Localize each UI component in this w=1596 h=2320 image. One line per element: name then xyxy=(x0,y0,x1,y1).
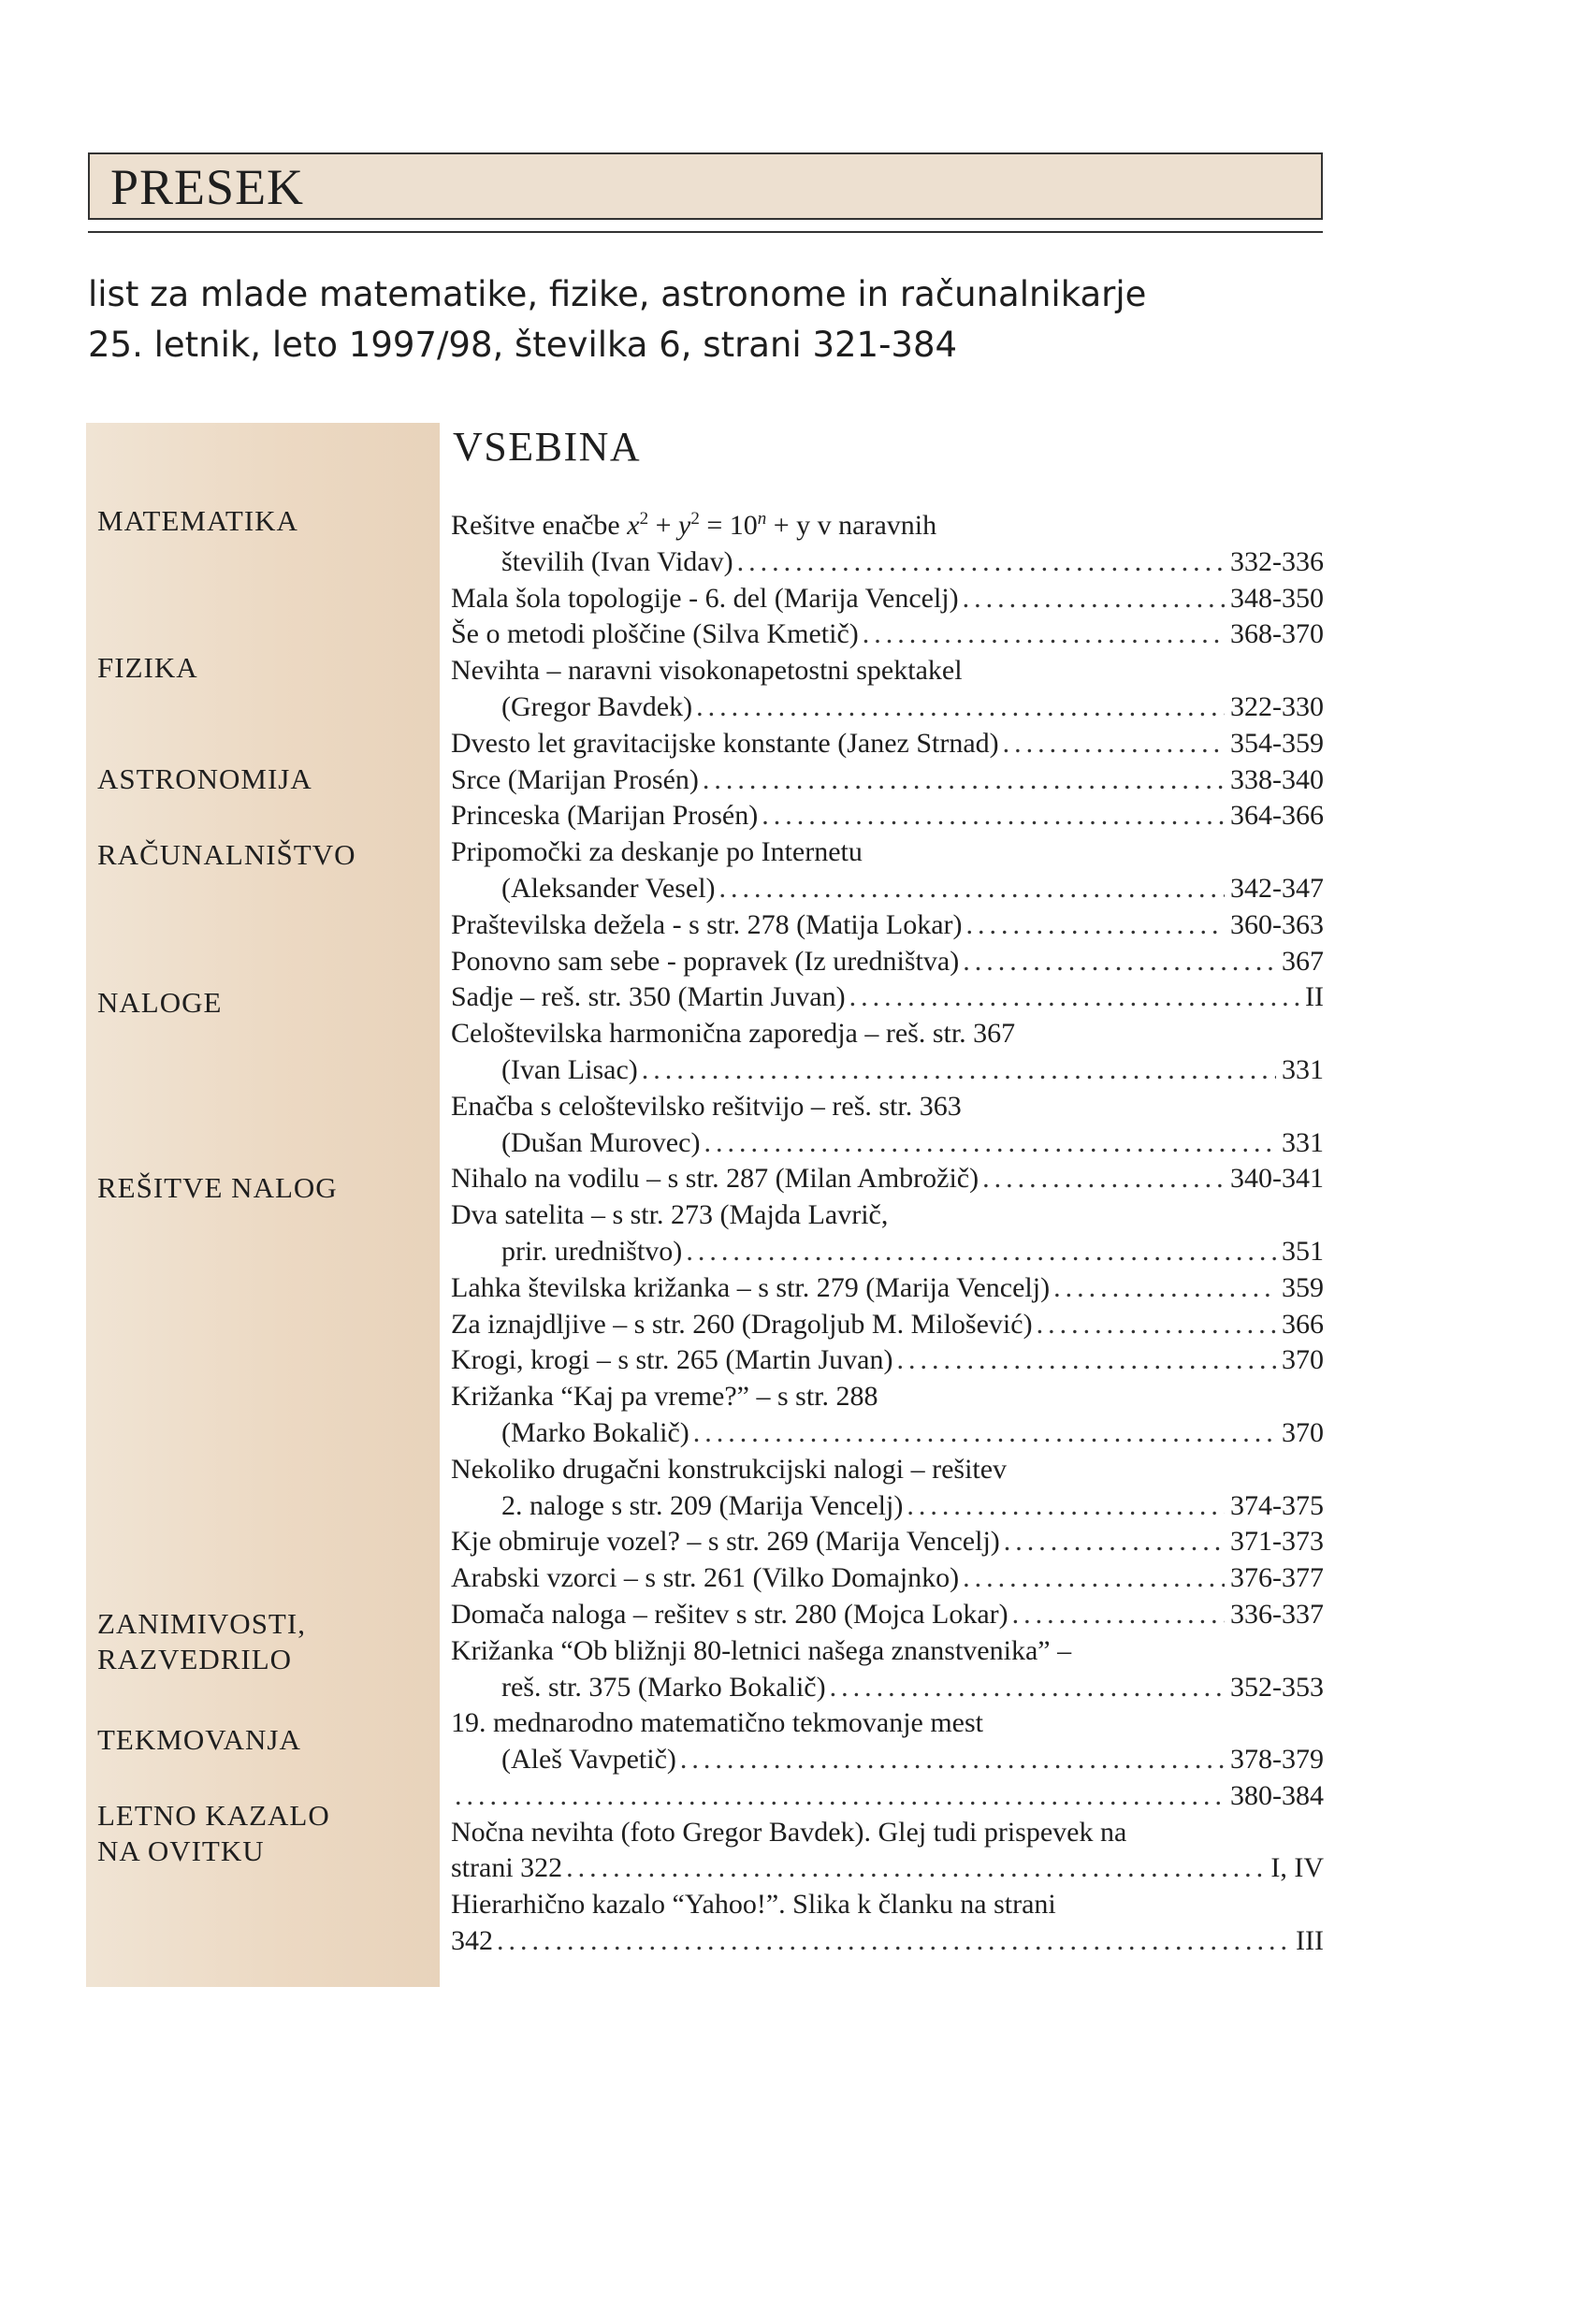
entry-title: Princeska (Marijan Prosén) xyxy=(451,800,759,832)
dot-leader xyxy=(863,616,1225,653)
dot-leader xyxy=(703,762,1225,799)
entry-title-cont: strani 322 xyxy=(451,1852,563,1884)
entry-title-cont: (Ivan Lisac) xyxy=(501,1053,638,1085)
toc-entry xyxy=(451,1342,1324,1379)
entry-title-cont: 2. naloge s str. 209 (Marija Vencelj) xyxy=(501,1489,904,1521)
toc-entry xyxy=(451,944,1324,980)
entry-page: 340-341 xyxy=(1230,1163,1324,1195)
toc-entry xyxy=(451,1705,1324,1778)
table-of-contents xyxy=(451,508,1324,1960)
toc-entry xyxy=(451,1379,1324,1452)
entry-page: 371-373 xyxy=(1230,1526,1324,1558)
entry-title: Krogi, krogi – s str. 265 (Martin Juvan) xyxy=(451,1344,893,1376)
entry-page: 378-379 xyxy=(1230,1744,1324,1776)
entry-page: 348-350 xyxy=(1230,582,1324,614)
entry-title-cont: 342 xyxy=(451,1925,493,1957)
toc-entry xyxy=(451,1270,1324,1307)
entry-title: Kje obmiruje vozel? – s str. 269 (Marija Vencelj) xyxy=(451,1526,1000,1558)
toc-entry xyxy=(451,1197,1324,1270)
entry-title: Sadje – reš. str. 350 (Martin Juvan) xyxy=(451,981,846,1013)
entry-title: Dva satelita – s str. 273 (Majda Lavrič, xyxy=(451,1199,889,1231)
toc-entry xyxy=(451,1161,1324,1197)
category-tekmovanja: TEKMOVANJA xyxy=(97,1723,301,1756)
entry-page: 322-330 xyxy=(1230,690,1324,722)
entry-page: 380-384 xyxy=(1230,1779,1324,1811)
entry-title-cont: številih (Ivan Vidav) xyxy=(501,545,733,577)
entry-page: 352-353 xyxy=(1230,1671,1324,1703)
entry-page: 370 xyxy=(1282,1416,1324,1448)
dot-leader xyxy=(693,1415,1276,1452)
entry-page: 368-370 xyxy=(1230,618,1324,650)
dot-leader xyxy=(849,979,1299,1016)
entry-title: Celoštevilska harmonična zaporedja – reš. str. 367 xyxy=(451,1018,1016,1050)
entry-page: 331 xyxy=(1282,1053,1324,1085)
category-naloge: NALOGE xyxy=(97,986,223,1019)
entry-title: Nekoliko drugačni konstrukcijski nalogi – rešitev xyxy=(451,1453,1008,1485)
toc-entry xyxy=(451,616,1324,653)
toc-entry xyxy=(451,581,1324,617)
entry-title: Praštevilska dežela - s str. 278 (Matija Lokar) xyxy=(451,908,963,940)
entry-title: Srce (Marijan Prosén) xyxy=(451,763,699,795)
toc-entry xyxy=(451,1778,1324,1815)
entry-title: Za iznajdljive – s str. 260 (Dragoljub M. Milošević) xyxy=(451,1308,1033,1340)
dot-leader xyxy=(963,944,1276,980)
dot-leader xyxy=(963,581,1225,617)
masthead-title: PRESEK xyxy=(110,159,305,215)
entry-title: Dvesto let gravitacijske konstante (Janez Strnad) xyxy=(451,727,999,759)
masthead-rule xyxy=(88,231,1323,233)
toc-entry xyxy=(451,1089,1324,1162)
entry-title-cont: (Aleksander Vesel) xyxy=(501,872,716,904)
entry-page: 366 xyxy=(1282,1308,1324,1340)
dot-leader xyxy=(704,1125,1276,1162)
toc-entry xyxy=(451,1560,1324,1597)
toc-entry xyxy=(451,762,1324,799)
entry-title: Pripomočki za deskanje po Internetu xyxy=(451,836,863,868)
category-fizika: FIZIKA xyxy=(97,651,198,684)
dot-leader xyxy=(686,1234,1276,1270)
entry-title: Hierarhično kazalo “Yahoo!”. Slika k članku na strani xyxy=(451,1889,1056,1921)
toc-entry xyxy=(451,1887,1324,1960)
toc-entry xyxy=(451,798,1324,834)
entry-page: 336-337 xyxy=(1230,1598,1324,1630)
entry-title-cont: reš. str. 375 (Marko Bokalič) xyxy=(501,1671,826,1703)
dot-leader xyxy=(1003,726,1225,762)
dot-leader xyxy=(719,871,1225,907)
entry-page: 376-377 xyxy=(1230,1562,1324,1594)
entry-page: 354-359 xyxy=(1230,727,1324,759)
entry-title-cont: (Gregor Bavdek) xyxy=(501,690,693,722)
entry-title: Nihalo na vodilu – s str. 287 (Milan Ambrožič) xyxy=(451,1163,979,1195)
subtitle-line-1: list za mlade matematike, fizike, astronome in računalnikarje xyxy=(88,274,1147,314)
toc-entry xyxy=(451,726,1324,762)
toc-entry xyxy=(451,653,1324,726)
toc-entry xyxy=(451,834,1324,907)
entry-page: 374-375 xyxy=(1230,1489,1324,1521)
category-astronomija: ASTRONOMIJA xyxy=(97,762,312,795)
dot-leader xyxy=(680,1742,1225,1778)
entry-page: 331 xyxy=(1282,1126,1324,1158)
toc-entry xyxy=(451,1815,1324,1888)
toc-entry xyxy=(451,1633,1324,1706)
toc-entry xyxy=(451,979,1324,1016)
subtitle-line-2: 25. letnik, leto 1997/98, številka 6, strani 321-384 xyxy=(88,325,958,365)
entry-title: Nočna nevihta (foto Gregor Bavdek). Glej tudi prispevek na xyxy=(451,1816,1127,1848)
entry-title: Križanka “Ob bližnji 80-letnici našega znanstvenika” – xyxy=(451,1634,1072,1666)
toc-entry xyxy=(451,907,1324,944)
toc-entry xyxy=(451,508,1324,581)
entry-title-cont: (Marko Bokalič) xyxy=(501,1416,689,1448)
entry-title: Mala šola topologije - 6. del (Marija Vencelj) xyxy=(451,582,959,614)
dot-leader xyxy=(966,907,1225,944)
subtitle xyxy=(88,269,1146,370)
toc-entry xyxy=(451,1016,1324,1089)
entry-page: III xyxy=(1296,1925,1324,1957)
entry-page: 364-366 xyxy=(1230,800,1324,832)
masthead-box xyxy=(88,152,1323,220)
entry-title: Ponovno sam sebe - popravek (Iz uredništva) xyxy=(451,945,960,977)
entry-page: 338-340 xyxy=(1230,763,1324,795)
dot-leader xyxy=(1004,1524,1225,1560)
toc-entry xyxy=(451,1452,1324,1525)
entry-title: Nevihta – naravni visokonapetostni spektakel xyxy=(451,655,963,687)
dot-leader xyxy=(642,1052,1276,1089)
dot-leader xyxy=(1053,1270,1276,1307)
entry-title: Arabski vzorci – s str. 261 (Vilko Domajnko) xyxy=(451,1562,960,1594)
entry-page: 351 xyxy=(1282,1235,1324,1267)
entry-title-cont: (Dušan Murovec) xyxy=(501,1126,701,1158)
category-matematika: MATEMATIKA xyxy=(97,504,298,537)
dot-leader xyxy=(762,798,1225,834)
entry-page: 332-336 xyxy=(1230,545,1324,577)
dot-leader xyxy=(982,1161,1225,1197)
dot-leader xyxy=(566,1850,1265,1887)
entry-title: Križanka “Kaj pa vreme?” – s str. 288 xyxy=(451,1381,878,1413)
toc-entry xyxy=(451,1524,1324,1560)
toc-entry xyxy=(451,1597,1324,1633)
entry-title: 19. mednarodno matematično tekmovanje mest xyxy=(451,1707,984,1739)
entry-title-cont: (Aleš Vavpetič) xyxy=(501,1744,676,1776)
entry-title: Domača naloga – rešitev s str. 280 (Mojca Lokar) xyxy=(451,1598,1008,1630)
entry-page: 367 xyxy=(1282,945,1324,977)
entry-page: 370 xyxy=(1282,1344,1324,1376)
category-letno-kazalo: LETNO KAZALO NA OVITKU xyxy=(97,1799,330,1867)
entry-title-cont: prir. uredništvo) xyxy=(501,1235,683,1267)
entry-title: Še o metodi ploščine (Silva Kmetič) xyxy=(451,618,859,650)
entry-page: I, IV xyxy=(1270,1852,1324,1884)
dot-leader xyxy=(830,1670,1225,1706)
entry-page: 359 xyxy=(1282,1271,1324,1303)
entry-title: Lahka številska križanka – s str. 279 (Marija Vencelj) xyxy=(451,1271,1051,1303)
toc-entry xyxy=(451,1307,1324,1343)
dot-leader xyxy=(1012,1597,1225,1633)
entry-title-equation: Rešitve enačbe $x^2 + y^2 = 10^n + y$ v naravnih xyxy=(451,509,937,541)
entry-title: Enačba s celoštevilsko rešitvijo – reš. str. 363 xyxy=(451,1090,962,1122)
dot-leader xyxy=(1037,1307,1276,1343)
entry-page: 342-347 xyxy=(1230,872,1324,904)
dot-leader xyxy=(737,544,1225,581)
dot-leader xyxy=(455,1778,1225,1815)
dot-leader xyxy=(696,689,1225,726)
dot-leader xyxy=(896,1342,1276,1379)
category-zanimivosti-razvedrilo: ZANIMIVOSTI, RAZVEDRILO xyxy=(97,1607,306,1675)
dot-leader xyxy=(907,1488,1225,1525)
entry-page: 360-363 xyxy=(1230,908,1324,940)
toc-heading: VSEBINA xyxy=(453,424,642,470)
entry-page: II xyxy=(1305,981,1324,1013)
category-resitve-nalog: REŠITVE NALOG xyxy=(97,1171,338,1204)
dot-leader xyxy=(497,1923,1290,1960)
dot-leader xyxy=(963,1560,1225,1597)
category-racunalnistvo: RAČUNALNIŠTVO xyxy=(97,838,356,871)
